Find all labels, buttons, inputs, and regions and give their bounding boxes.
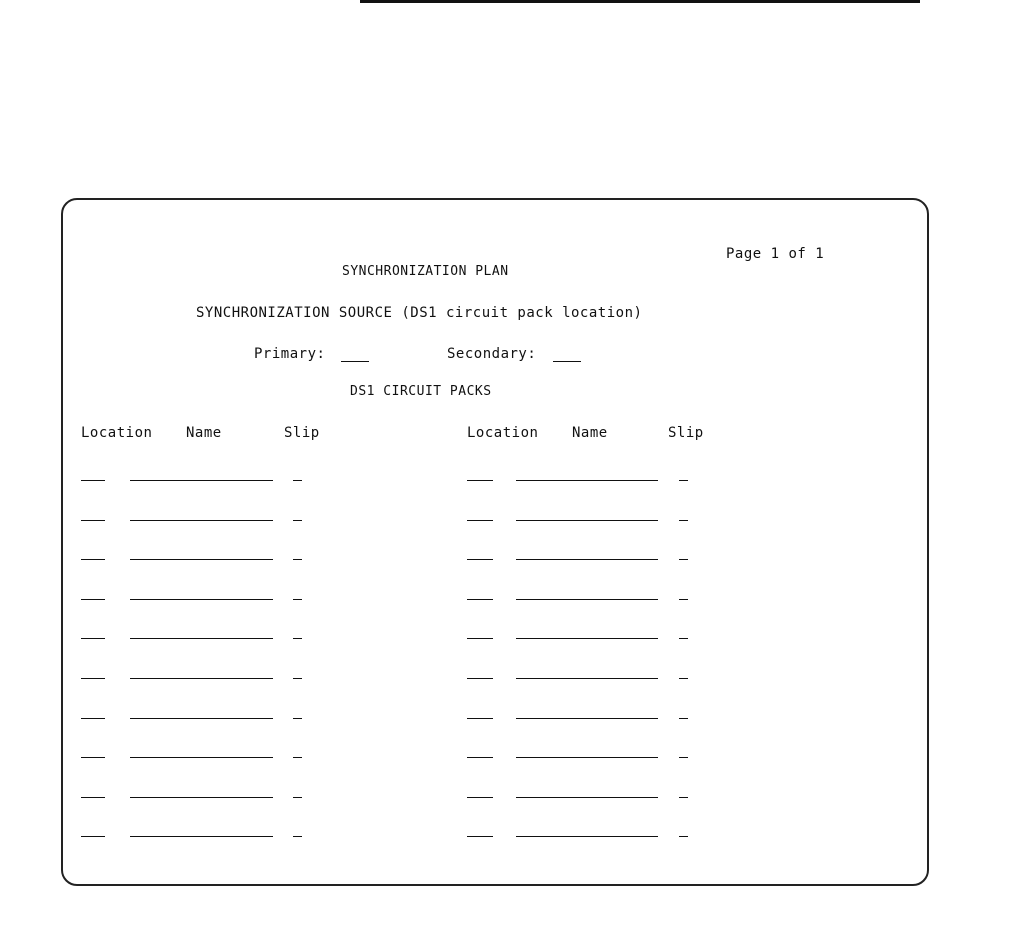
pack-slip-field[interactable] [679,559,688,560]
pack-location-field[interactable] [81,638,105,639]
pack-location-field[interactable] [81,559,105,560]
pack-slip-field[interactable] [293,836,302,837]
pack-name-field[interactable] [130,797,273,798]
pack-slip-field[interactable] [293,559,302,560]
pack-location-field[interactable] [81,797,105,798]
column-header-name-left: Name [186,425,222,441]
pack-location-field[interactable] [81,718,105,719]
primary-field[interactable] [341,361,369,362]
pack-location-field[interactable] [81,757,105,758]
pack-location-field[interactable] [467,559,493,560]
pack-slip-field[interactable] [293,678,302,679]
pack-location-field[interactable] [467,678,493,679]
pack-name-field[interactable] [130,836,273,837]
pack-name-field[interactable] [130,480,273,481]
pack-slip-field[interactable] [679,520,688,521]
pack-slip-field[interactable] [679,797,688,798]
pack-slip-field[interactable] [679,599,688,600]
pack-slip-field[interactable] [293,757,302,758]
pack-slip-field[interactable] [293,718,302,719]
terminal-screen-frame [61,198,929,886]
pack-name-field[interactable] [516,678,658,679]
column-header-name-right: Name [572,425,608,441]
pack-slip-field[interactable] [293,638,302,639]
pack-location-field[interactable] [467,638,493,639]
pack-name-field[interactable] [130,757,273,758]
pack-name-field[interactable] [516,520,658,521]
pack-slip-field[interactable] [679,757,688,758]
pack-slip-field[interactable] [293,797,302,798]
pack-name-field[interactable] [130,559,273,560]
pack-location-field[interactable] [81,599,105,600]
ds1-circuit-packs-heading: DS1 CIRCUIT PACKS [350,384,492,399]
pack-location-field[interactable] [81,480,105,481]
sync-source-label: SYNCHRONIZATION SOURCE (DS1 circuit pack location) [196,305,643,321]
secondary-field[interactable] [553,361,581,362]
pack-location-field[interactable] [467,797,493,798]
pack-name-field[interactable] [516,797,658,798]
pack-slip-field[interactable] [293,599,302,600]
pack-location-field[interactable] [81,520,105,521]
pack-location-field[interactable] [467,757,493,758]
column-header-location-right: Location [467,425,539,441]
pack-slip-field[interactable] [679,718,688,719]
pack-location-field[interactable] [467,599,493,600]
pack-location-field[interactable] [81,678,105,679]
page-indicator: Page 1 of 1 [726,246,825,262]
pack-name-field[interactable] [516,757,658,758]
pack-name-field[interactable] [130,599,273,600]
pack-location-field[interactable] [81,836,105,837]
primary-label: Primary: [254,346,326,362]
top-rule [360,0,920,3]
pack-slip-field[interactable] [293,480,302,481]
pack-name-field[interactable] [130,678,273,679]
pack-name-field[interactable] [516,638,658,639]
pack-name-field[interactable] [130,638,273,639]
pack-name-field[interactable] [516,599,658,600]
column-header-location-left: Location [81,425,153,441]
pack-name-field[interactable] [130,520,273,521]
pack-slip-field[interactable] [679,480,688,481]
pack-location-field[interactable] [467,718,493,719]
pack-location-field[interactable] [467,480,493,481]
pack-slip-field[interactable] [679,836,688,837]
pack-name-field[interactable] [516,559,658,560]
pack-name-field[interactable] [516,836,658,837]
pack-location-field[interactable] [467,520,493,521]
column-header-slip-left: Slip [284,425,320,441]
pack-location-field[interactable] [467,836,493,837]
form-title: SYNCHRONIZATION PLAN [342,264,509,279]
pack-slip-field[interactable] [679,638,688,639]
column-header-slip-right: Slip [668,425,704,441]
pack-slip-field[interactable] [293,520,302,521]
pack-name-field[interactable] [516,480,658,481]
pack-name-field[interactable] [130,718,273,719]
secondary-label: Secondary: [447,346,537,362]
pack-name-field[interactable] [516,718,658,719]
pack-slip-field[interactable] [679,678,688,679]
